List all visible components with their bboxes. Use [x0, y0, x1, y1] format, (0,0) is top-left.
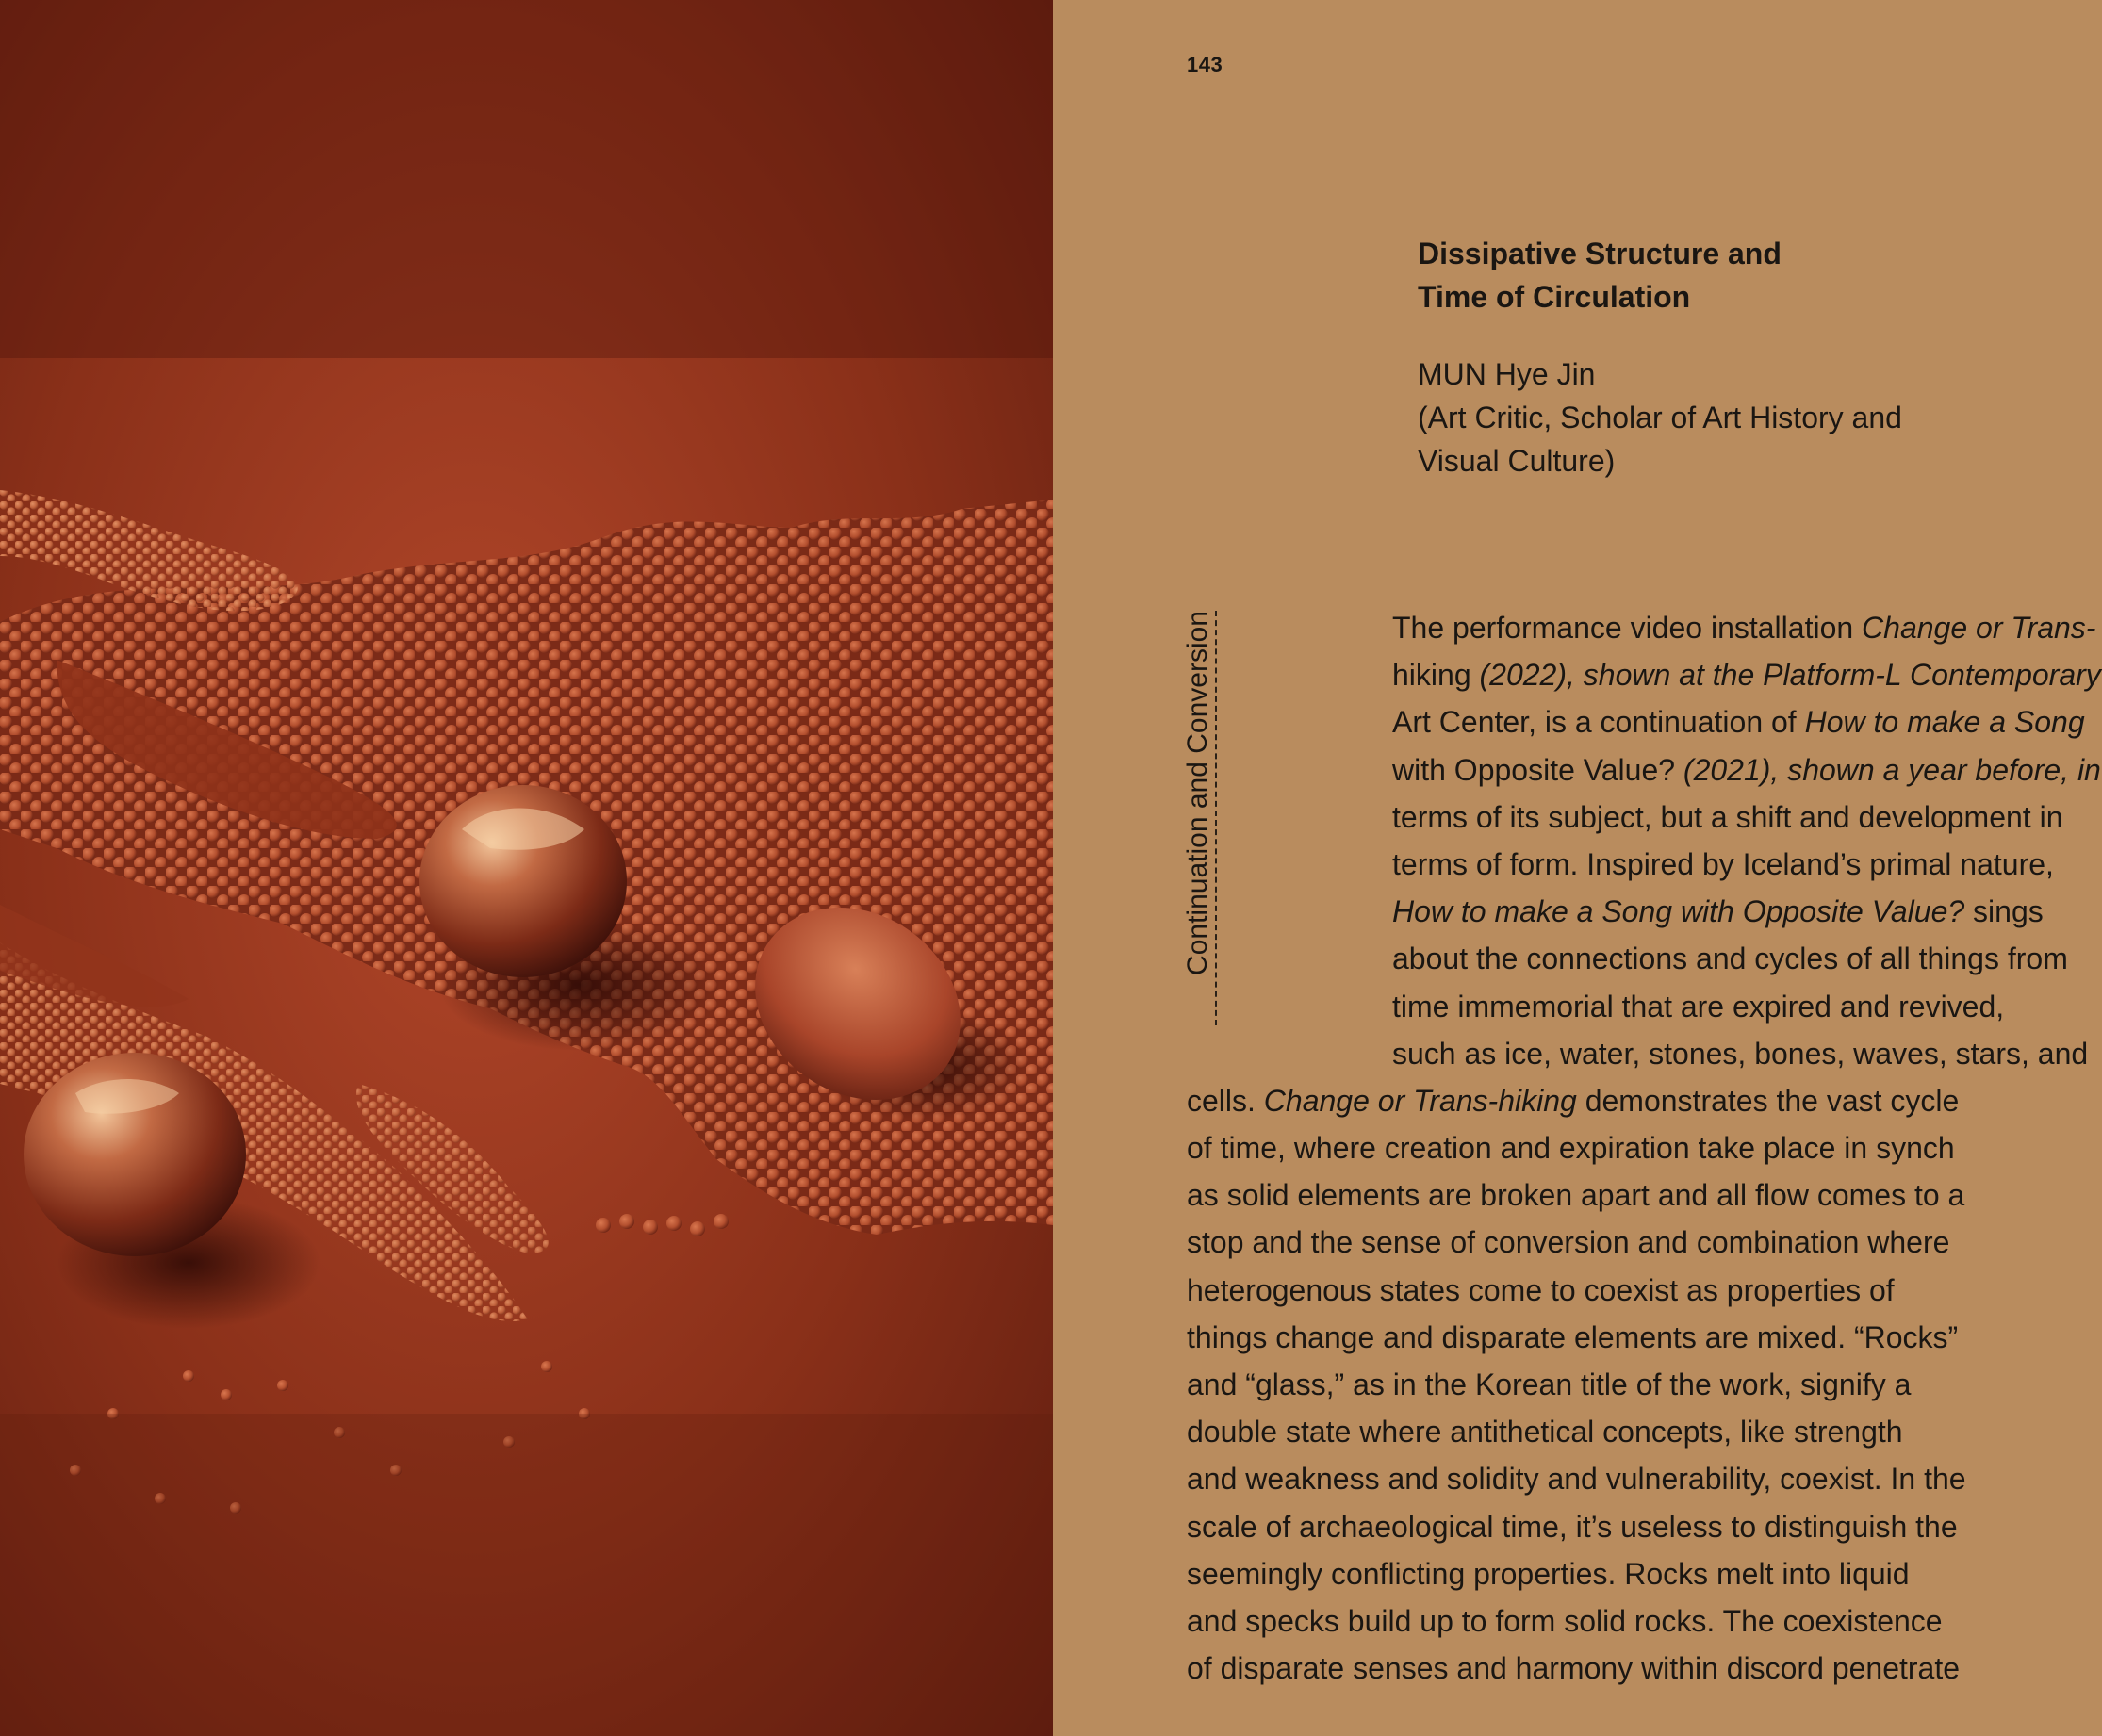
body-segment: and specks build up to form solid rocks. The coexistence — [1187, 1603, 1943, 1638]
body-line — [1187, 935, 2068, 982]
body-line — [1187, 841, 2063, 888]
body-segment: terms of form. Inspired by Iceland’s primal nature, — [1392, 846, 2054, 881]
body-line — [1187, 1597, 2063, 1645]
body-segment: and “glass,” as in the Korean title of the work, signify a — [1187, 1368, 1912, 1401]
title-line: Dissipative Structure and — [1418, 237, 1782, 270]
author-role: (Art Critic, Scholar of Art History and — [1418, 401, 1902, 434]
body-line — [1187, 1171, 2063, 1219]
body-segment: double state where antithetical concepts, like strength — [1187, 1415, 1903, 1449]
body-line — [1187, 604, 2096, 651]
body-line — [1187, 1503, 2063, 1550]
body-segment: with Opposite Value? — [1392, 752, 1676, 787]
author-role: Visual Culture) — [1418, 444, 1616, 478]
body-line — [1187, 1219, 2063, 1266]
body-line — [1187, 1267, 2063, 1314]
body-line — [1187, 1645, 2063, 1692]
body-line — [1187, 746, 2101, 794]
body-segment: and weakness and solidity and vulnerability, coexist. In the — [1187, 1462, 1966, 1497]
body-line — [1187, 1124, 2063, 1171]
author-name: MUN Hye Jin — [1418, 357, 1596, 391]
body-segment: seemingly conflicting properties. Rocks melt into liquid — [1187, 1556, 1910, 1591]
body-segment: of time, where creation and expiration take place in synch — [1187, 1131, 1955, 1166]
body-line — [1187, 794, 2063, 841]
body-line — [1187, 1550, 2063, 1597]
body-line — [1187, 1361, 2063, 1408]
italic-title: (2021), shown a year before, in — [1675, 752, 2101, 787]
body-line — [1187, 888, 2063, 935]
body-segment: The performance video installation — [1392, 611, 1863, 645]
body-segment: Art Center, is a continuation of — [1392, 705, 1805, 740]
body-line — [1187, 1077, 2063, 1124]
body-line — [1187, 1455, 2063, 1502]
italic-title: Change or Trans- — [1862, 611, 2096, 645]
body-segment: scale of archaeological time, it’s useless to distinguish the — [1187, 1509, 1958, 1544]
body-line — [1187, 1314, 2063, 1361]
body-line — [1187, 983, 2063, 1030]
body-line — [1187, 1408, 2063, 1455]
text-page — [1053, 0, 2102, 1736]
side-label-text: Continuation and Conversion — [1182, 611, 1213, 975]
body-line — [1187, 698, 2085, 745]
body-segment: demonstrates the vast cycle — [1576, 1083, 1960, 1118]
body-segment: such as ice, water, stones, bones, waves, stars, and — [1392, 1036, 2089, 1071]
body-line — [1187, 651, 2101, 698]
article-title — [1418, 232, 2002, 319]
body-segment: of disparate senses and harmony within discord penetrate — [1187, 1651, 1961, 1686]
title-line: Time of Circulation — [1418, 280, 1691, 314]
author-block — [1418, 352, 2021, 483]
page-number: 143 — [1187, 53, 1223, 76]
body-segment: sings — [1964, 894, 2044, 929]
italic-title: Change or Trans-hiking — [1263, 1083, 1577, 1118]
body-segment: time immemorial that are expired and revived, — [1392, 989, 2005, 1024]
body-line — [1187, 1030, 2089, 1077]
body-segment: heterogenous states come to coexist as properties of — [1187, 1272, 1895, 1307]
body-segment: about the connections and cycles of all things from — [1392, 942, 2068, 976]
body-segment: things change and disparate elements are mixed. “Rocks” — [1187, 1319, 1959, 1354]
italic-title: How to make a Song with Opposite Value? — [1392, 894, 1965, 929]
body-segment: terms of its subject, but a shift and development in — [1392, 799, 2063, 834]
body-segment: cells. — [1187, 1083, 1264, 1118]
body-text — [1187, 604, 2101, 1692]
body-segment: hiking — [1392, 658, 1471, 693]
italic-title: (2022), shown at the Platform-L Contemporary — [1470, 658, 2101, 693]
italic-title: How to make a Song — [1804, 705, 2085, 740]
body-segment: stop and the sense of conversion and combination where — [1187, 1225, 1950, 1260]
body-segment: as solid elements are broken apart and all flow comes to a — [1187, 1178, 1965, 1213]
